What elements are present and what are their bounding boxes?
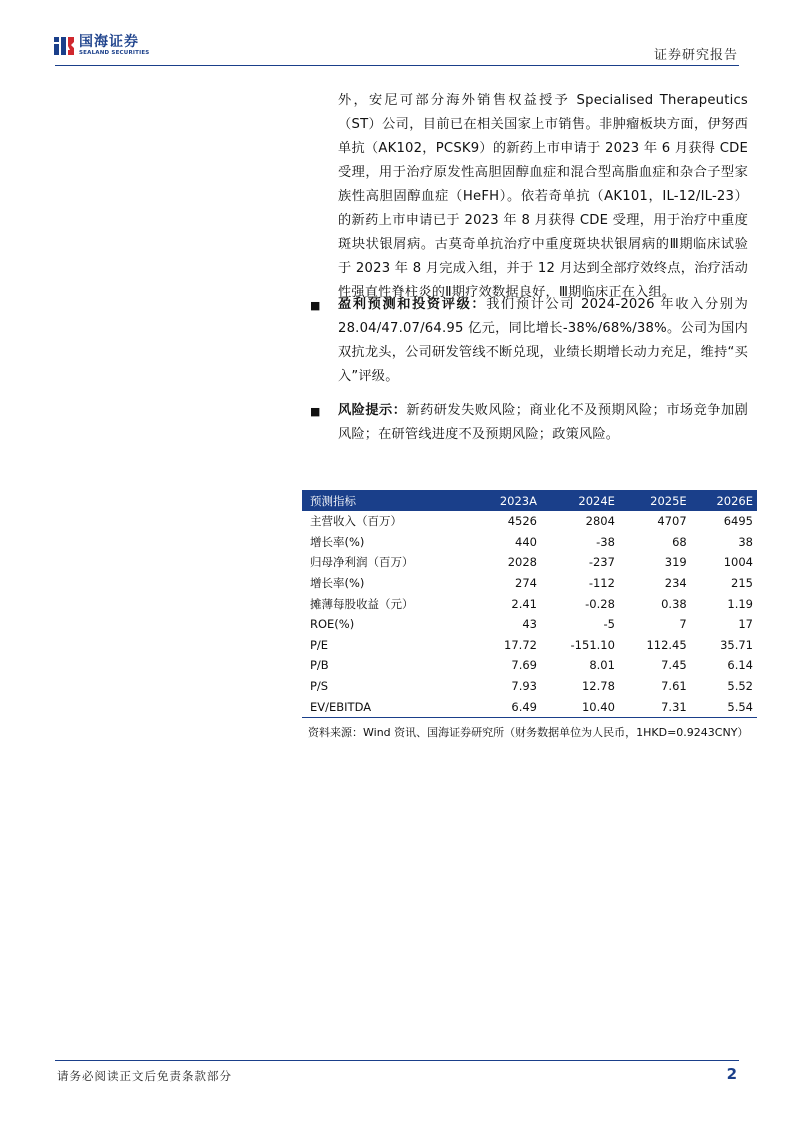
forecast-text: 我们预计公司 2024-2026 年收入分别为 28.04/47.07/64.95 亿元，同比增长-38%/68%/38%。公司为国内双抗龙头，公司研发管线不断兑现，业绩长期增长动力充足，维持“买入”评级。 bbox=[338, 297, 749, 384]
table-row bbox=[302, 573, 757, 594]
table-row bbox=[302, 696, 757, 717]
table-cell: 7 bbox=[679, 617, 687, 632]
table-cell: 234 bbox=[664, 576, 687, 591]
risk-paragraph bbox=[338, 399, 748, 447]
table-cell: 1004 bbox=[723, 555, 753, 570]
forecast-paragraph bbox=[338, 293, 748, 389]
table-cell: 1.19 bbox=[727, 596, 753, 611]
table-cell: P/B bbox=[310, 658, 329, 673]
table-row bbox=[302, 614, 757, 635]
table-cell: P/S bbox=[310, 679, 329, 694]
table-cell: 5.52 bbox=[727, 679, 753, 694]
sealand-logo bbox=[53, 33, 149, 59]
table-row bbox=[302, 655, 757, 676]
risk-label: 风险提示： bbox=[338, 403, 407, 418]
table-cell: ROE(%) bbox=[310, 617, 355, 632]
table-cell: 增长率(%) bbox=[310, 534, 365, 549]
table-cell: 7.45 bbox=[661, 658, 687, 673]
table-cell: -38 bbox=[596, 534, 615, 549]
table-cell: 5.54 bbox=[691, 696, 757, 717]
table-header-row bbox=[302, 490, 757, 511]
table-cell: 4707 bbox=[657, 514, 687, 529]
table-header: 2024E bbox=[541, 490, 619, 511]
bullet-icon: ■ bbox=[310, 405, 321, 418]
table-cell: 归母净利润（百万） bbox=[310, 555, 414, 570]
table-cell: P/E bbox=[310, 637, 329, 652]
table-cell: 215 bbox=[731, 576, 753, 591]
table-source-note: 资料来源：Wind 资讯、国海证券研究所（财务数据单位为人民币，1HKD=0.9243CNY） bbox=[308, 726, 749, 739]
table-cell: 10.40 bbox=[541, 696, 619, 717]
table-cell: 2028 bbox=[507, 555, 537, 570]
table-cell: 6495 bbox=[723, 514, 753, 529]
disclaimer-note: 请务必阅读正文后免责条款部分 bbox=[57, 1069, 232, 1083]
bullet-icon: ■ bbox=[310, 299, 321, 312]
table-cell: 7.61 bbox=[661, 679, 687, 694]
table-cell: 6.49 bbox=[474, 696, 541, 717]
table-cell: 增长率(%) bbox=[310, 576, 365, 591]
table-header: 2026E bbox=[691, 490, 757, 511]
table-cell: 4526 bbox=[507, 514, 537, 529]
forecast-label: 盈利预测和投资评级： bbox=[338, 297, 487, 312]
table-cell: 17 bbox=[738, 617, 753, 632]
table-cell: 2.41 bbox=[511, 596, 537, 611]
table-cell: 6.14 bbox=[727, 658, 753, 673]
table-cell: -237 bbox=[588, 555, 615, 570]
table-cell: 2804 bbox=[585, 514, 615, 529]
page-header bbox=[0, 0, 793, 72]
table-cell: 7.31 bbox=[619, 696, 691, 717]
table-cell: 12.78 bbox=[581, 679, 615, 694]
table-row bbox=[302, 593, 757, 614]
page-number: 2 bbox=[726, 1065, 737, 1083]
table-cell: -0.28 bbox=[585, 596, 615, 611]
table-cell: 319 bbox=[664, 555, 687, 570]
table-row bbox=[302, 552, 757, 573]
table-cell: 7.69 bbox=[511, 658, 537, 673]
table-cell: 0.38 bbox=[661, 596, 687, 611]
risk-text: 新药研发失败风险；商业化不及预期风险；市场竞争加剧风险；在研管线进度不及预期风险；政策风险。 bbox=[338, 403, 749, 442]
table-cell: -151.10 bbox=[570, 637, 615, 652]
table-cell: 主营收入（百万） bbox=[310, 514, 402, 529]
logo-english-name: SEALAND SECURITIES bbox=[79, 50, 150, 56]
table-row bbox=[302, 532, 757, 553]
table-cell: 摊薄每股收益（元） bbox=[310, 596, 414, 611]
pipeline-paragraph: 外，安尼可部分海外销售权益授予 Specialised Therapeutics（ST）公司，目前已在相关国家上市销售。非肿瘤板块方面，伊努西单抗（AK102，PCSK9）的新药上市申请于 2023 年 6 月获得 CDE 受理，用于治疗原发性高胆固醇血症和混合型高脂血症和杂合子型家族性高胆固醇血症（HeFH）。依若奇单抗（AK101，IL-12/IL-23）的新药上市申请已于 2023 年 8 月获得 CDE 受理，用于治疗中重度斑块状银屑病。古莫奇单抗治疗中重度斑块状银屑病的Ⅲ期临床试验于 2023 年 8 月完成入组，并于 12 月达到全部疗效终点，治疗活动性强直性脊柱炎的Ⅱ期疗效数据良好，Ⅲ期临床正在入组。 bbox=[338, 93, 748, 300]
table-cell: 274 bbox=[515, 576, 537, 591]
table-cell: 43 bbox=[522, 617, 537, 632]
table-row bbox=[302, 511, 757, 532]
table-cell: 112.45 bbox=[646, 637, 687, 652]
footer-divider bbox=[55, 1060, 739, 1061]
logo-chinese-name: 国海证券 bbox=[79, 34, 139, 50]
table-cell: -5 bbox=[603, 617, 615, 632]
table-cell: 7.93 bbox=[511, 679, 537, 694]
table-row bbox=[302, 635, 757, 656]
table-cell: 38 bbox=[738, 534, 753, 549]
table-cell: EV/EBITDA bbox=[302, 696, 474, 717]
table-header: 2023A bbox=[474, 490, 541, 511]
table-header: 2025E bbox=[619, 490, 691, 511]
table-cell: 17.72 bbox=[504, 637, 537, 652]
sealand-logo-icon bbox=[53, 35, 75, 57]
table-cell: 68 bbox=[672, 534, 687, 549]
forecast-table bbox=[302, 490, 757, 718]
report-type: 证券研究报告 bbox=[653, 48, 738, 63]
table-cell: 35.71 bbox=[720, 637, 753, 652]
header-divider bbox=[55, 65, 739, 66]
table-header: 预测指标 bbox=[302, 490, 474, 511]
table-cell: -112 bbox=[588, 576, 615, 591]
table-row bbox=[302, 676, 757, 697]
table-cell: 8.01 bbox=[589, 658, 615, 673]
table-cell: 440 bbox=[515, 534, 537, 549]
